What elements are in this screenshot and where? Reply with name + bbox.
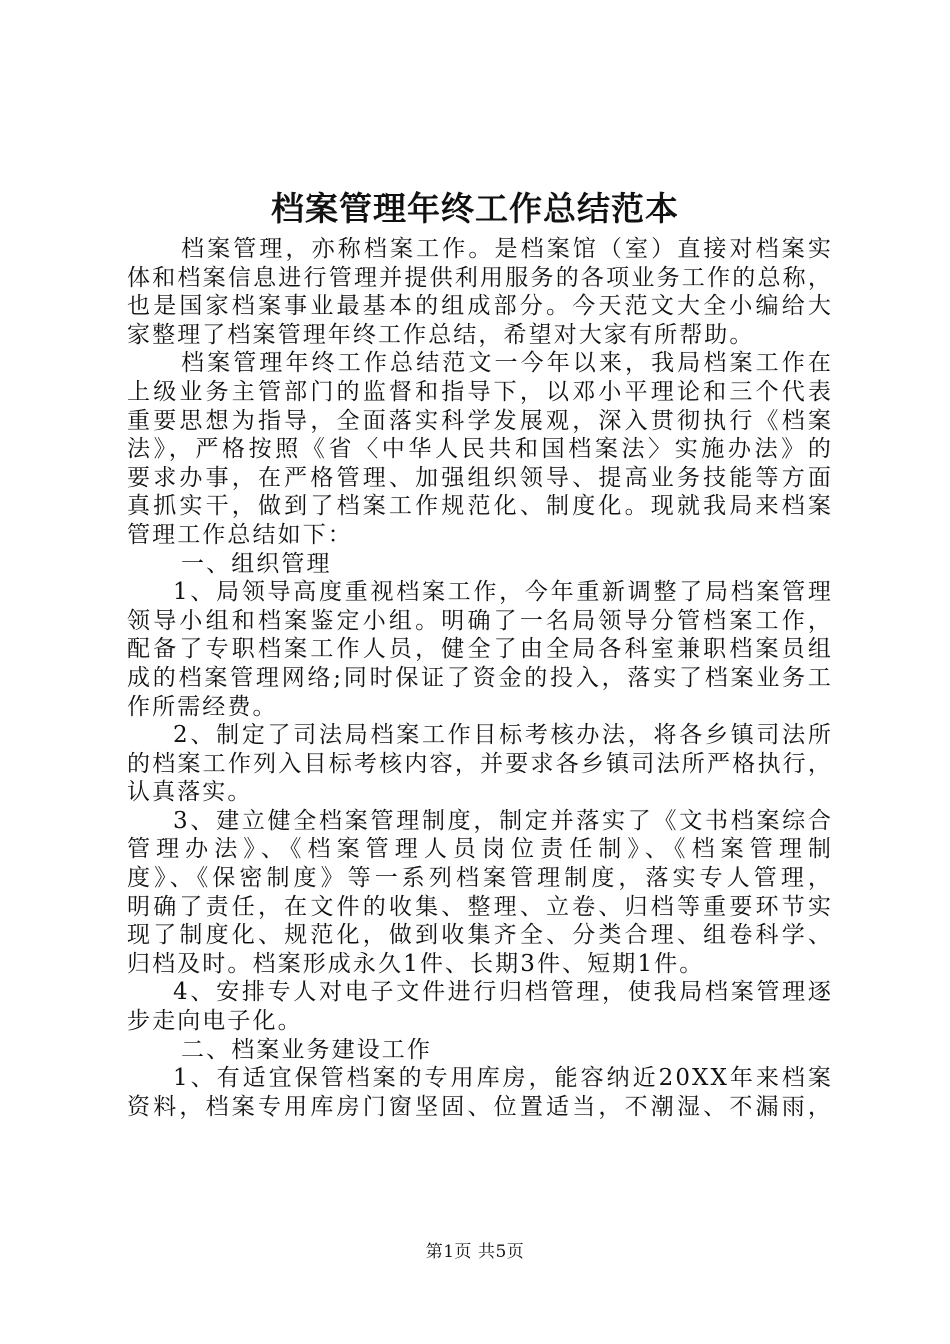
paragraph-line: 要求办事，在严格管理、加强组织领导、提高业务技能等方面: [127, 464, 833, 491]
paragraph-line: 作所需经费。: [127, 693, 278, 720]
paragraph-line: 管理工作总结如下：: [127, 521, 353, 548]
paragraph-line: 体和档案信息进行管理并提供利用服务的各项业务工作的总称，: [127, 264, 833, 291]
paragraph-line: 成的档案管理网络;同时保证了资金的投入，落实了档案业务工: [127, 664, 833, 691]
paragraph-line: 配备了专职档案工作人员，健全了由全局各科室兼职档案员组: [127, 636, 833, 663]
paragraph-line: 的档案工作列入目标考核内容，并要求各乡镇司法所严格执行，: [127, 750, 833, 777]
paragraph-line: 1、局领导高度重视档案工作，今年重新调整了局档案管理: [173, 579, 833, 606]
paragraph-line: 重要思想为指导，全面落实科学发展观，深入贯彻执行《档案: [127, 407, 833, 434]
paragraph-line: 也是国家档案事业最基本的组成部分。今天范文大全小编给大: [127, 293, 833, 320]
paragraph-line: 2、制定了司法局档案工作目标考核办法，将各乡镇司法所: [173, 722, 833, 749]
paragraph-line: 步走向电子化。: [127, 1008, 303, 1035]
paragraph-line: 档案管理年终工作总结范文一今年以来，我局档案工作在: [181, 350, 833, 377]
paragraph-line: 4、安排专人对电子文件进行归档管理，使我局档案管理逐: [173, 979, 833, 1006]
paragraph-line: 认真落实。: [127, 779, 253, 806]
paragraph-line: 真抓实干，做到了档案工作规范化、制度化。现就我局来档案: [127, 493, 833, 520]
paragraph-line: 度》、《保密制度》等一系列档案管理制度，落实专人管理，: [127, 865, 833, 892]
section-heading: 二、档案业务建设工作: [181, 1036, 432, 1063]
section-heading: 一、组织管理: [181, 550, 332, 577]
paragraph-line: 现了制度化、规范化，做到收集齐全、分类合理、组卷科学、: [127, 922, 833, 949]
paragraph-line: 3、建立健全档案管理制度，制定并落实了《文书档案综合: [173, 807, 833, 834]
paragraph-line: 资料，档案专用库房门窗坚固、位置适当，不潮湿、不漏雨，: [127, 1093, 833, 1120]
document-body: [127, 235, 833, 1121]
page-footer: 第1页 共5页: [425, 1242, 525, 1262]
document-title: 档案管理年终工作总结范本: [271, 189, 679, 228]
paragraph-line: 档案管理，亦称档案工作。是档案馆（室）直接对档案实: [181, 236, 833, 262]
paragraph-line: 家整理了档案管理年终工作总结，希望对大家有所帮助。: [127, 321, 755, 348]
paragraph-line: 1、有适宜保管档案的专用库房，能容纳近20XX年来档案: [173, 1065, 833, 1092]
paragraph-line: 上级业务主管部门的监督和指导下，以邓小平理论和三个代表: [127, 378, 833, 405]
paragraph-line: 法》，严格按照《省〈中华人民共和国档案法〉实施办法》的: [127, 436, 833, 463]
paragraph-line: 归档及时。档案形成永久1件、长期3件、短期1件。: [127, 950, 705, 977]
paragraph-line: 管理办法》、《档案管理人员岗位责任制》、《档案管理制: [127, 836, 833, 863]
paragraph-line: 领导小组和档案鉴定小组。明确了一名局领导分管档案工作，: [127, 607, 833, 634]
paragraph-line: 明确了责任，在文件的收集、整理、立卷、归档等重要环节实: [127, 893, 833, 920]
